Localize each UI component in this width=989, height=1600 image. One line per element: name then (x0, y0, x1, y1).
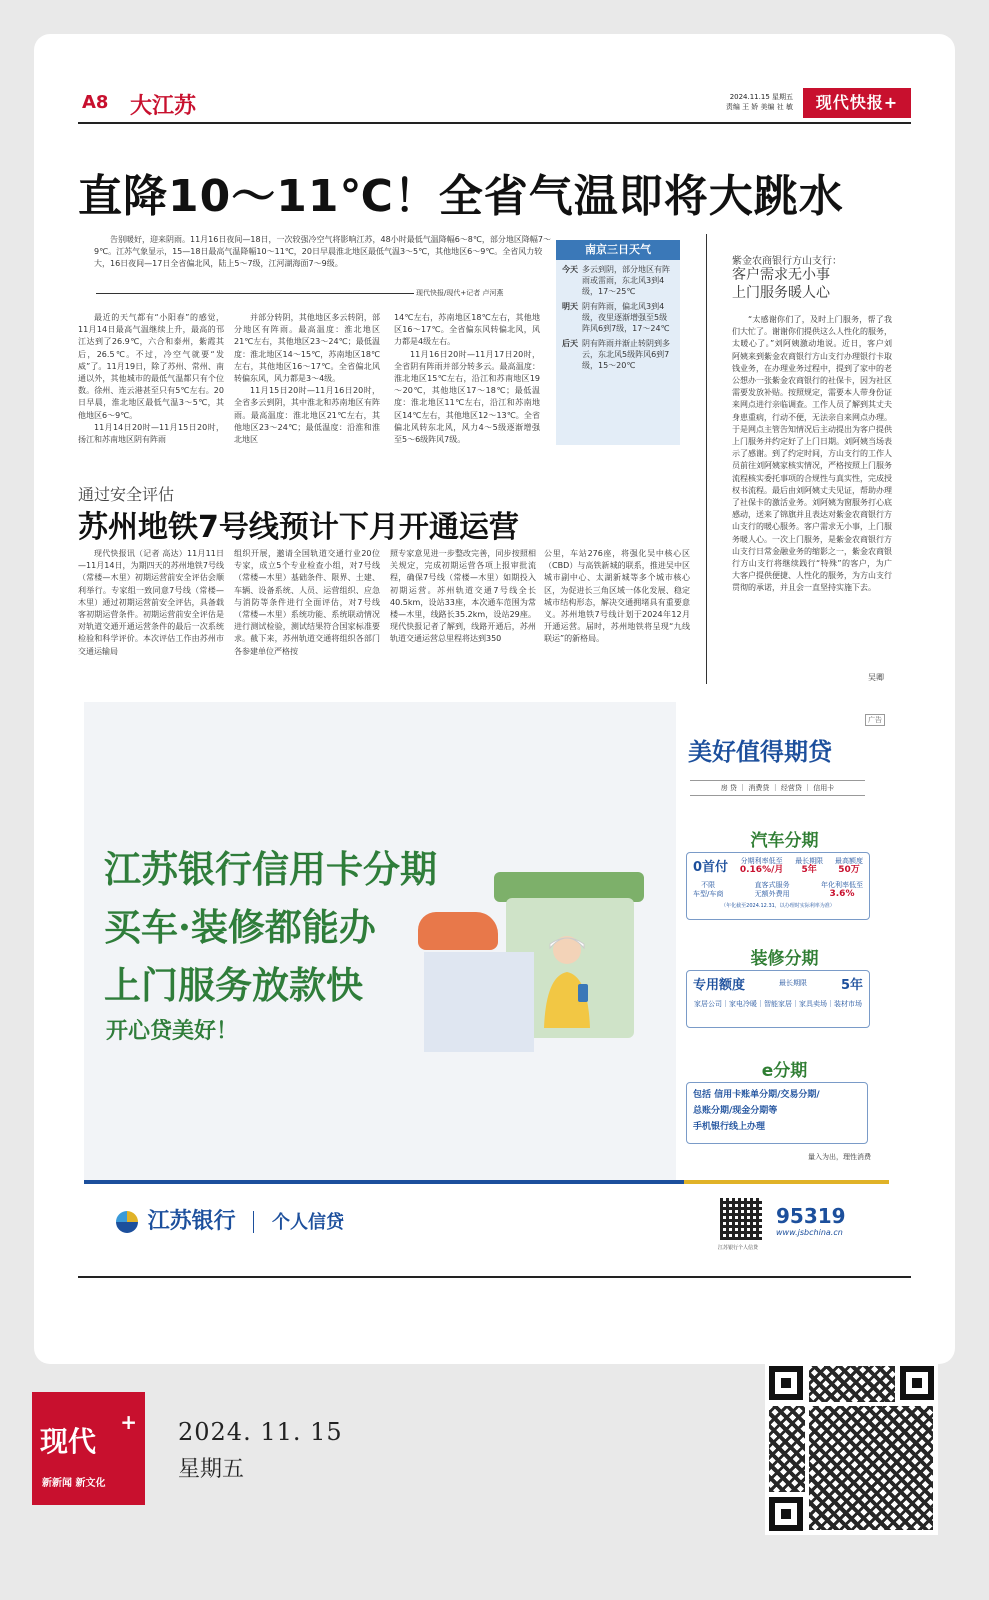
weather-day: 明天 (562, 302, 578, 311)
cell-value: 无额外费用 (754, 890, 790, 898)
bank-hotline: 95319 (776, 1204, 846, 1228)
car-loan-cell (693, 881, 723, 899)
footer-logo-text: 现代 (40, 1425, 97, 1458)
car-loan-cell (835, 857, 863, 875)
e-installment-line: 总账分期/现金分期等 (693, 1106, 778, 1116)
paragraph: 并部分转阴，其他地区多云转阴，部分地区有阵雨。最高温度：淮北地区21℃左右，其他地区23～24℃；最低温度：淮北地区14～15℃，苏南地区18℃左右，其他地区16～17℃。全省偏北风转偏东风，风力都是3～4级。 (234, 313, 380, 384)
cell-label: 最长期限 (795, 856, 824, 865)
article2-column-1 (78, 548, 224, 684)
article1-column-1 (78, 312, 224, 446)
weather-row (556, 334, 680, 371)
bank-logo-icon (114, 1209, 140, 1235)
weather-title: 南京三日天气 (556, 240, 680, 260)
ad-product-title: 美好值得期贷 (688, 737, 832, 766)
ad-slogan-line: 上门服务放款快 (104, 963, 363, 1007)
paragraph: 11月15日20时—11月16日20时，全省多云到阴，其中淮北和苏南地区有阵雨。最高温度：淮北地区21℃左右，其他地区23～24℃；最低温度：沿淮和淮北地区 (234, 386, 380, 445)
page-number: A8 (82, 92, 109, 113)
paragraph: 现代快报讯（记者 高达）11月11日—11月14日，为期四天的苏州地铁7号线（常楼—木里）初期运营前安全评估会顺利举行。专家组一致同意7号线（常楼—木里）通过初期运营前安全评估，具备载客初期运营条件。初期运营前安全评估是对轨道交通开通运营条件的最后一次系统检验和科学评价。本次评估工作由苏州市交通运输局 (78, 549, 224, 656)
ad-footnote: 量入为出，理性消费 (808, 1153, 871, 1161)
page-header (78, 86, 911, 124)
paragraph: 14℃左右，苏南地区18℃左右，其他地区16～17℃。全省偏东风转偏北风，风力都是4级左右。 (394, 313, 540, 347)
paragraph: 11月14日20时—11月15日20时，扬江和苏南地区阴有阵雨 (78, 422, 224, 445)
ad-product-menu: 房 贷 ｜ 消费贷 ｜ 经营贷 ｜ 信用卡 (690, 780, 865, 796)
cell-label: 年化利率低至 (820, 881, 863, 889)
paragraph: 11月16日20时—11月17日20时，全省阴有阵雨并部分转多云。最高温度：淮北地区15℃左右，沿江和苏南地区19～20℃，其他地区17～18℃；最低温度：淮北地区11℃左右，沿江和苏南地区14℃左右，其他地区12～13℃。全省偏北风转东北风，风力4～5级逐渐增强至5～6级阵风7级。 (394, 349, 540, 445)
page-bottom-rule (78, 1276, 911, 1278)
paragraph: 照专家意见进一步整改完善，同步按照相关规定，完成初期运营各项上报审批流程，确保7号线（常楼—木里）如期投入初期运营。苏州轨道交通7号线全长40.5km，设站33座，本次通车范围为常楼—木里，线路长35.2km，设站29座。现代快报记者了解到，线路开通后，苏州轨道交通运营总里程将达到350 (390, 549, 536, 644)
car-loan-heading: 汽车分期 (750, 831, 819, 851)
header-editors: 责编 王 娇 美编 社 敏 (725, 103, 793, 111)
car-illustration (418, 912, 498, 950)
bank-logo (114, 1204, 344, 1235)
zero-down-label: 0首付 (693, 860, 729, 875)
e-installment-box (686, 1082, 868, 1144)
car-loan-row (687, 878, 869, 902)
car-loan-cell (755, 881, 790, 899)
footer-date: 2024. 11. 15 (178, 1418, 343, 1446)
paragraph: 组织开展，邀请全国轨道交通行业20位专家，成立5个专业检查小组，对7号线（常楼—木里）基础条件、限界、土建、车辆、设备系统、人员、运营组织、应急与消防等条件进行全面评估，对7号线（常楼—木里）系统功能、系统联动情况进行测试检验，测试结果符合国家标准要求。截下来，苏州轨道交通将组织各部门各参建单位严格按 (234, 549, 380, 656)
qr-finder-pattern (769, 1366, 803, 1400)
sidebar-title (732, 266, 830, 302)
sidebar-body (732, 314, 892, 686)
ad-product-panel (680, 702, 889, 1180)
car-loan-cell (740, 857, 784, 875)
header-meta (726, 92, 793, 112)
bank-website: www.jsbchina.cn (776, 1228, 843, 1237)
sidebar-title-line: 客户需求无小事 (732, 267, 830, 283)
ad-qr-caption: 江苏银行个人信贷 (718, 1245, 759, 1251)
ad-tag: 广告 (865, 714, 885, 726)
weather-day: 后天 (562, 339, 578, 348)
renovation-tags: 家居公司｜家电冷暖｜智能家居｜家具卖场｜装材市场 (694, 1000, 862, 1008)
cell-value: 0.16%/月 (739, 864, 784, 875)
article-byline: 现代快报/现代+记者 卢河燕 (416, 289, 504, 297)
car-loan-row (687, 853, 869, 878)
column-divider (706, 234, 707, 684)
room-renovation-illustration (424, 952, 534, 1052)
header-date: 2024.11.15 星期五 (729, 93, 793, 101)
paragraph: “太感谢你们了，及时上门服务，帮了我们大忙了。谢谢你们提供这么人性化的服务，太暖心了。”刘阿姨激动地说。近日，客户刘阿姨来到紫金农商银行方山支行办理银行卡取钱业务，在办理业务过程中，提到了家中的老公想办一张紫金农商银行的社保卡，因为社区需要发放补贴。按照规定，需要本人带身份证来网点进行亲临调查。工作人员了解到其丈夫身患重病，行动不便，无法亲自来网点办理。于是网点主管告知情况后主动提出为客户提供上门服务并约定好了上门日期。刘阿姨当场表示了感谢。到了约定时间，方山支行的工作人员前往刘阿姨家核实情况，严格按照上门服务流程核实委托事项的合规性与真实性，完成授权书流程。最后由刘阿姨丈夫见证，帮助办理了社保卡的激活业务。刘阿姨为窗服务打心底感动，送来了锦旗并且表达对紫金农商银行方山支行的暖心服务。客户需求无小事，上门服务暖人心。一次上门服务，是紫金农商银行方山支行日常金融业务的缩影之一，紫金农商银行方山支行将继续践行“特殊”的客户，为广大客户提供便捷、人性化的服务，为方山支行贯彻的承诺，并且会一直坚持实施下去。 (732, 315, 892, 593)
qr-modules (809, 1406, 933, 1530)
article2-kicker: 通过安全评估 (78, 485, 175, 504)
cell-value: 3.6% (829, 889, 855, 899)
cell-label: 分期利率低至 (740, 856, 783, 865)
section-name: 大江苏 (130, 94, 197, 119)
car-loan-note: （年化截至2024.12.31，以办理时实际利率为准） (721, 903, 835, 909)
article2-column-2 (234, 548, 380, 684)
article2-column-3 (390, 548, 536, 684)
logo-separator (253, 1211, 254, 1233)
sidebar-author: 吴卿 (868, 673, 884, 682)
qr-modules (809, 1366, 895, 1402)
cell-label: 不限 (701, 881, 716, 889)
footer-weekday: 星期五 (178, 1457, 245, 1482)
term-note: 最长期限 (778, 979, 807, 987)
sidebar-title-line: 上门服务暖人心 (732, 285, 830, 301)
ad-slogan (104, 840, 437, 1014)
footer-qr-code[interactable] (765, 1362, 938, 1535)
sidebar-kicker: 紫金农商银行方山支行： (732, 256, 842, 267)
cell-label: 最高额度 (835, 856, 863, 865)
main-headline: 直降10～11℃！全省气温即将大跳水 (78, 171, 844, 222)
ad-divider-bar-accent (684, 1180, 889, 1184)
e-installment-line: 包括 信用卡账单分期/交易分期/ (693, 1090, 820, 1100)
car-loan-cell (795, 857, 823, 875)
bank-sub-brand: 个人信贷 (272, 1212, 345, 1233)
article2-headline: 苏州地铁7号线预计下月开通运营 (78, 510, 519, 545)
ad-qr-code (720, 1198, 762, 1240)
car-loan-cell (821, 881, 863, 899)
footer-logo-slogan: 新新闻 新文化 (42, 1478, 106, 1489)
renovation-loan-row (687, 971, 869, 996)
weather-text: 阴有阵雨，偏北风3到4级，夜里逐渐增强至5级阵风6到7级，17～24℃ (582, 302, 670, 333)
paragraph: 最近的天气都有“小阳春”的感觉，11月14日最高气温继续上升，最高的邗江达到了26.9℃，六合和泰州，紫霞其后，26.5℃。不过，冷空气就要“发威”了。11月19日，除了苏州、常州、南通以外，其他城市的最低气温都只有个位数。徐州、连云港甚至只有5℃左右。20日早晨，淮北地区最低气温3～5℃，其他地区6～9℃。 (78, 313, 224, 420)
cell-value: 5年 (801, 864, 817, 875)
weather-text: 多云到阴，部分地区有阵雨或雷雨，东北风3到4级，17～25℃ (582, 265, 670, 296)
weather-row (556, 297, 680, 334)
term-value: 5年 (840, 978, 863, 993)
weather-text: 阴有阵雨并渐止转阴到多云，东北风5级阵风6到7级，15～20℃ (582, 339, 670, 370)
bank-name: 江苏银行 (147, 1208, 236, 1234)
qr-finder-pattern (769, 1497, 803, 1531)
qr-modules (769, 1406, 805, 1492)
paragraph: 公里，车站276座，将强化吴中核心区（CBD）与高铁新城的联系，推进吴中区城市副中心、太湖新城等多个城市核心区，为促进长三角区域一体化发展、稳定城市结构形态，解决交通拥堵具有重要意义。苏州地铁7号线计划于2024年12月开通运营。届时，苏州地铁将呈现“九线联运”的新格局。 (544, 549, 690, 644)
weather-row (556, 260, 680, 297)
qr-finder-pattern (900, 1366, 934, 1400)
car-loan-box (686, 852, 870, 920)
ad-slogan-line: 买车·装修都能办 (104, 905, 376, 949)
renovation-loan-box (686, 970, 870, 1028)
footer-logo (32, 1392, 145, 1505)
article2-column-4 (544, 548, 690, 684)
article-lead: 告别暖好，迎来阴雨。11月16日夜间—18日，一次较强冷空气将影响江苏，48小时最低气温降幅6～8℃，部分地区降幅7～9℃。江苏气象显示，15—18日最高气温降幅10～11℃，20日早晨淮北地区最低气温3～5℃，其他地区6～9℃。全省风力较大，16日夜间—17日全省偏北风，陆上5～7级，江河湖海面7～9级。 (94, 235, 551, 268)
article1-column-2 (234, 312, 380, 446)
ad-subslogan: 开心贷美好！ (106, 1018, 239, 1044)
cell-label: 直客式服务 (754, 881, 790, 889)
cell-value: 车型/车商 (693, 890, 724, 898)
weather-box (556, 240, 680, 445)
e-installment-heading: e分期 (761, 1061, 808, 1081)
byline-rule (96, 293, 414, 294)
bank-advertisement (84, 702, 889, 1262)
renovation-loan-heading: 装修分期 (750, 949, 819, 969)
ad-slogan-line: 江苏银行信用卡分期 (104, 847, 437, 891)
dedicated-quota-label: 专用额度 (693, 978, 746, 993)
ad-hero (84, 702, 676, 1180)
brand-logo: 现代快报+ (803, 88, 911, 118)
weather-day: 今天 (562, 265, 578, 274)
e-installment-line: 手机银行线上办理 (693, 1122, 766, 1132)
footer-logo-plus: + (120, 1410, 137, 1434)
article1-column-3 (394, 312, 540, 446)
person-with-phone-illustration (532, 928, 602, 1028)
cell-value: 50万 (838, 864, 860, 875)
